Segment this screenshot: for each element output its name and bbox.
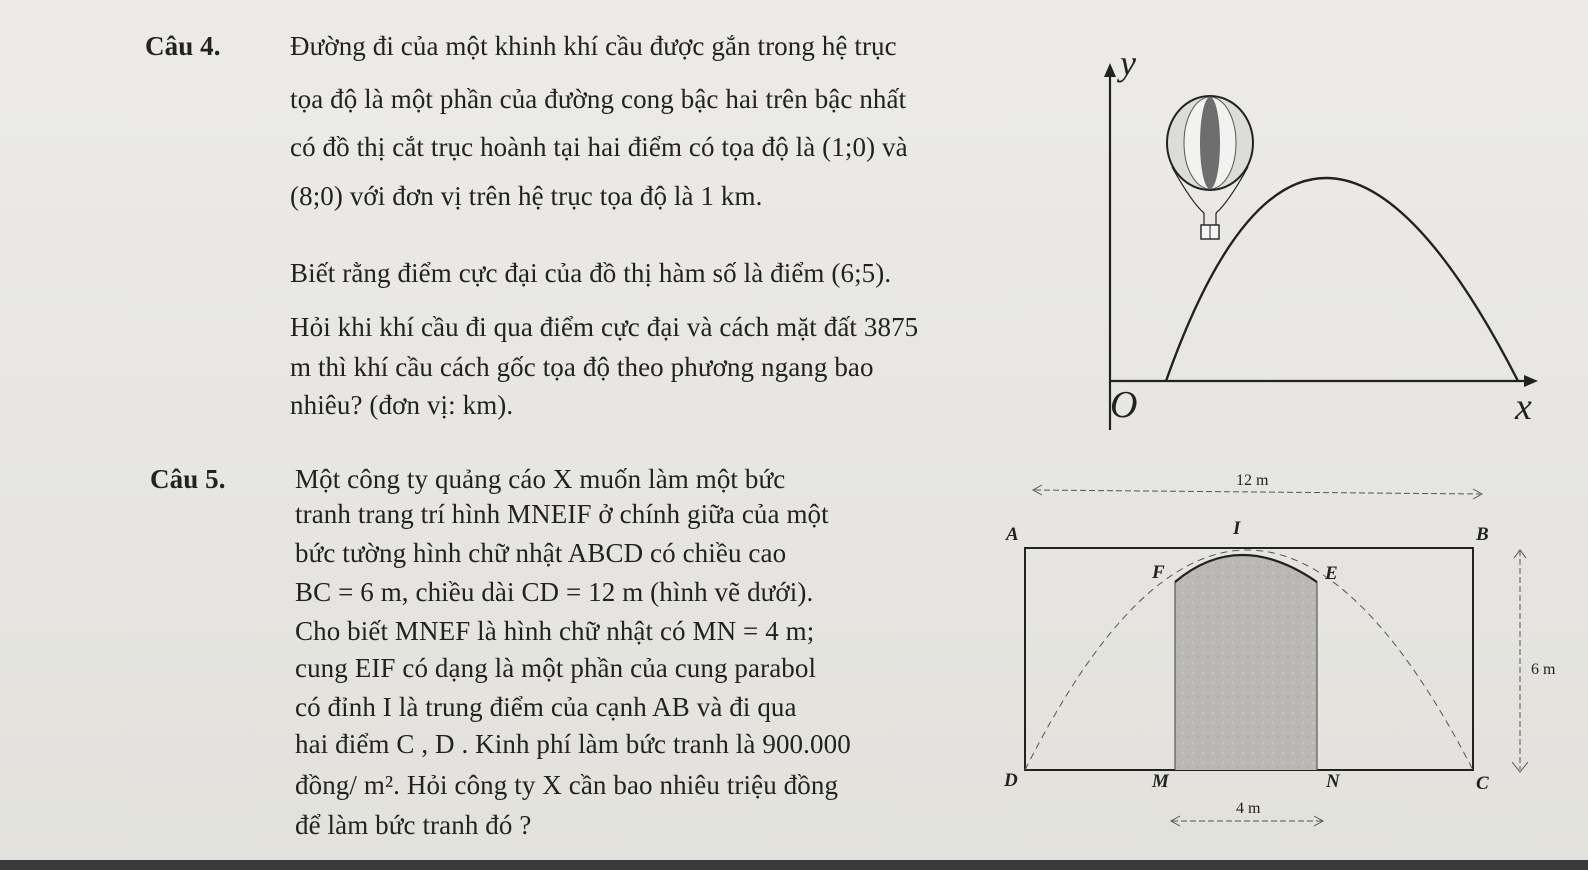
- point-A: A: [1006, 524, 1019, 545]
- q4-line-3: có đồ thị cắt trục hoành tại hai điểm có tọa độ là (1;0) và: [290, 132, 908, 162]
- q5-line-1: Một công ty quảng cáo X muốn làm một bức: [295, 464, 786, 494]
- point-N: N: [1326, 771, 1340, 792]
- q5-line-9: đồng/ m². Hỏi công ty X cần bao nhiêu triệu đồng: [295, 770, 839, 800]
- q4-line-4: (8;0) với đơn vị trên hệ trục tọa độ là 1 km.: [290, 181, 763, 211]
- q4-line-1: Đường đi của một khinh khí cầu được gắn trong hệ trục: [290, 31, 897, 61]
- parabola-curve: [1166, 178, 1518, 381]
- y-axis-label: y: [1120, 43, 1136, 83]
- point-M: M: [1152, 771, 1169, 792]
- q5-line-2: tranh trang trí hình MNEIF ở chính giữa của một: [295, 499, 829, 529]
- q4-line-5: Biết rằng điểm cực đại của đồ thị hàm số là điểm (6;5).: [290, 258, 892, 288]
- bottom-dimension-label: 4 m: [1236, 800, 1261, 817]
- point-I: I: [1233, 518, 1241, 539]
- q4-line-2: tọa độ là một phần của đường cong bậc hai trên bậc nhất: [290, 84, 907, 114]
- balloon-icon: [1167, 96, 1253, 239]
- q4-line-6: Hỏi khi khí cầu đi qua điểm cực đại và cách mặt đất 3875: [290, 312, 919, 342]
- page-bottom-edge: [0, 860, 1588, 870]
- q5-line-4: BC = 6 m, chiều dài CD = 12 m (hình vẽ dưới).: [295, 577, 814, 607]
- q4-line-7: m thì khí cầu cách gốc tọa độ theo phương ngang bao: [290, 352, 874, 382]
- q5-line-6: cung EIF có dạng là một phần của cung parabol: [295, 653, 817, 683]
- top-dimension-line: [1035, 490, 1480, 494]
- point-D: D: [1004, 770, 1018, 791]
- q5-line-8: hai điểm C , D . Kinh phí làm bức tranh là 900.000: [295, 729, 851, 759]
- q5-line-3: bức tường hình chữ nhật ABCD có chiều cao: [295, 538, 787, 568]
- point-F: F: [1152, 562, 1165, 583]
- point-B: B: [1476, 524, 1489, 545]
- painting-region: [1175, 555, 1317, 770]
- top-dimension-label: 12 m: [1236, 472, 1269, 489]
- x-axis-label: x: [1515, 386, 1532, 428]
- side-dimension-label: 6 m: [1531, 661, 1556, 678]
- q4-line-8: nhiêu? (đơn vị: km).: [290, 390, 514, 420]
- q5-line-7: có đỉnh I là trung điểm của cạnh AB và đi qua: [295, 692, 797, 722]
- q5-line-10: để làm bức tranh đó ?: [295, 810, 532, 840]
- q5-label: Câu 5.: [150, 464, 226, 494]
- q4-label: Câu 4.: [145, 31, 221, 61]
- point-C: C: [1476, 773, 1489, 794]
- point-E: E: [1325, 563, 1338, 584]
- q5-line-5: Cho biết MNEF là hình chữ nhật có MN = 4 m;: [295, 616, 815, 646]
- y-axis-arrow: [1104, 63, 1116, 77]
- origin-label: O: [1110, 384, 1138, 426]
- q4-figure: [1080, 45, 1550, 440]
